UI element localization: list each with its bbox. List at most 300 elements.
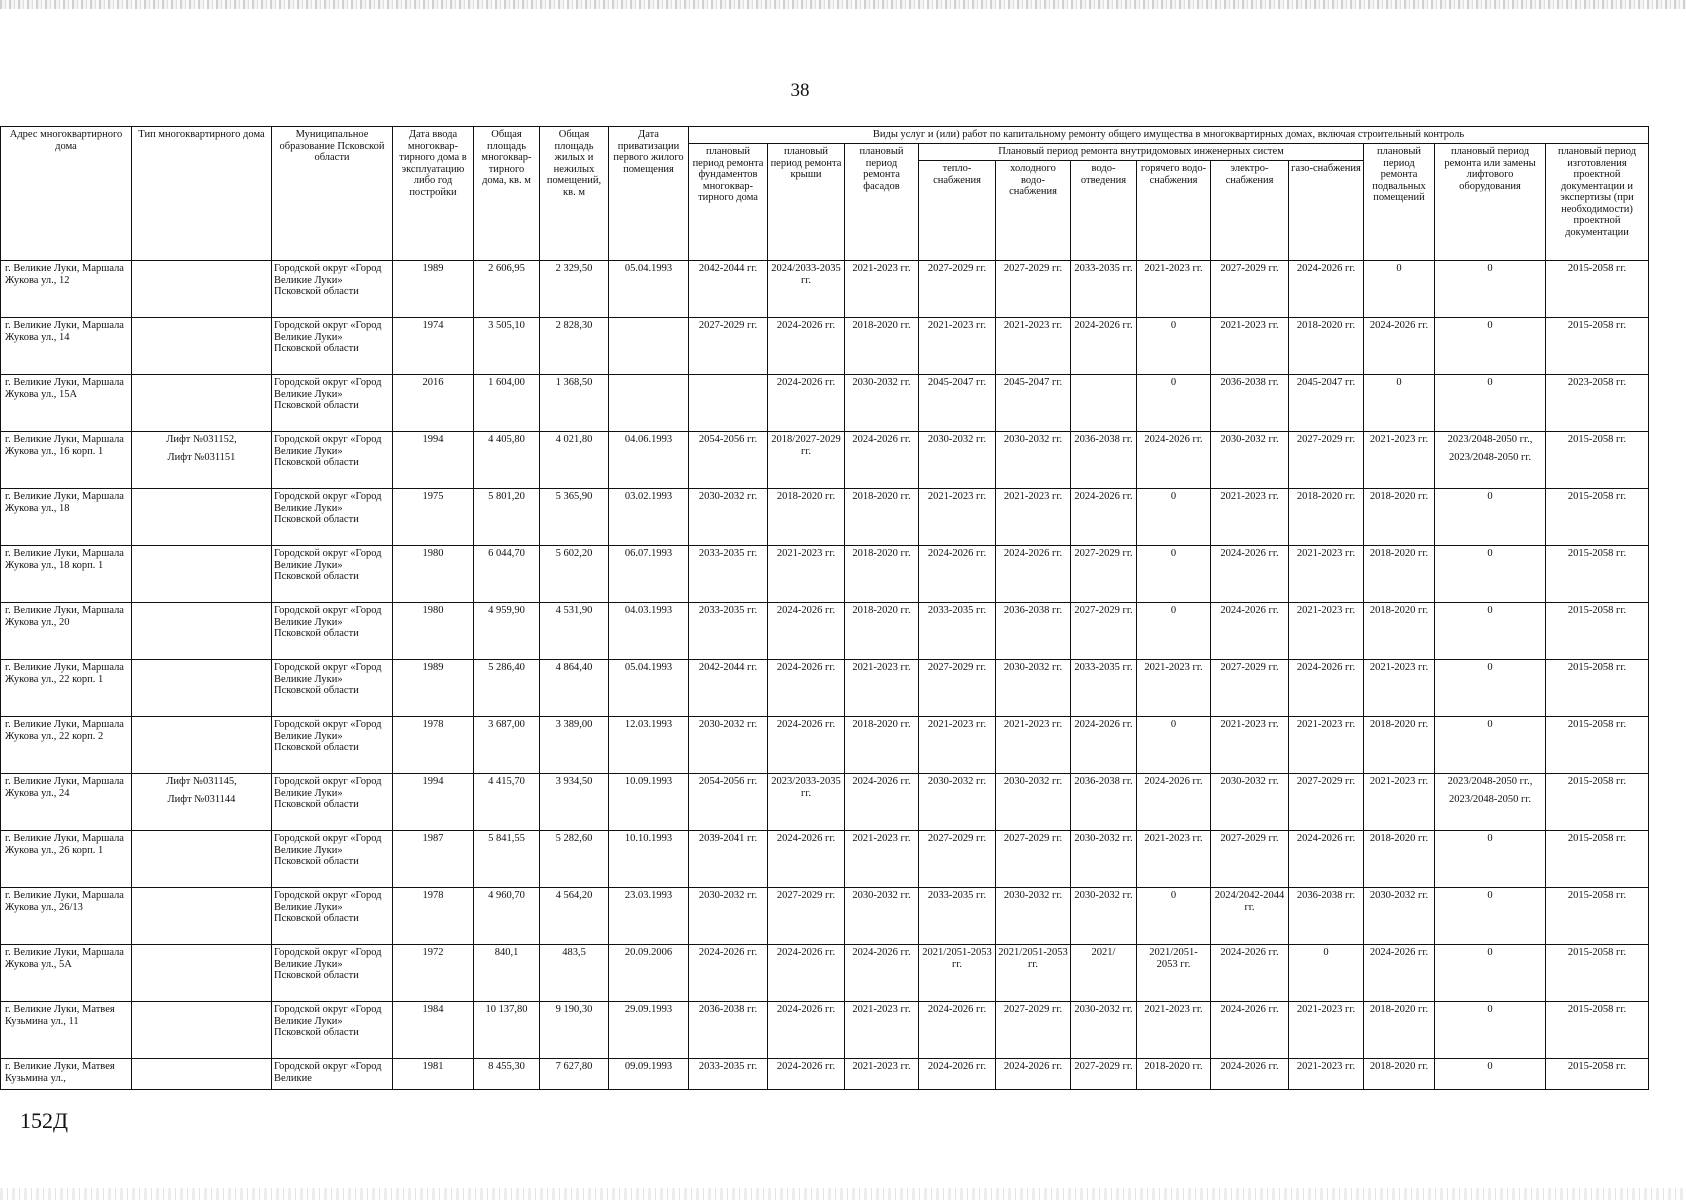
cell-basement: 2018-2020 гг.: [1364, 1059, 1435, 1090]
cell-basement: 2018-2020 гг.: [1364, 603, 1435, 660]
cell-hot-water: 2024-2026 гг.: [1137, 774, 1211, 831]
cell-lift-line: 0: [1487, 605, 1493, 616]
cell-hot-water: 0: [1137, 375, 1211, 432]
cell-address: г. Великие Луки, Матвея Кузьмина ул.,: [1, 1059, 132, 1090]
cell-lift: [1435, 261, 1546, 318]
cell-lift-line: 0: [1487, 1061, 1493, 1072]
cell-sewer: 2024-2026 гг.: [1071, 318, 1137, 375]
cell-lift-line: 0: [1487, 890, 1493, 901]
cell-heat: 2021-2023 гг.: [919, 318, 996, 375]
cell-privatization: 04.03.1993: [609, 603, 689, 660]
table-row: [1, 831, 1649, 888]
cell-living-area: 4 531,90: [540, 603, 609, 660]
cell-cold-water: 2030-2032 гг.: [996, 774, 1071, 831]
cell-year: 1994: [393, 774, 474, 831]
cell-municipality: Городской округ «Город Великие Луки» Псковской области: [272, 831, 393, 888]
cell-design: 2015-2058 гг.: [1546, 432, 1649, 489]
cell-living-area: 483,5: [540, 945, 609, 1002]
cell-type: [132, 945, 272, 1002]
cell-facade: 2021-2023 гг.: [845, 1002, 919, 1059]
cell-foundation: 2054-2056 гг.: [689, 432, 768, 489]
cell-lift: [1435, 945, 1546, 1002]
cell-electricity: 2024/2042-2044 гг.: [1211, 888, 1289, 945]
cell-basement: 2021-2023 гг.: [1364, 660, 1435, 717]
cell-address: г. Великие Луки, Маршала Жукова ул., 15А: [1, 375, 132, 432]
cell-lift-line: 2023/2048-2050 гг.,: [1447, 434, 1533, 445]
header-privatization: Дата приватизации первого жилого помещения: [609, 127, 689, 261]
cell-basement: 2021-2023 гг.: [1364, 432, 1435, 489]
cell-facade: 2024-2026 гг.: [845, 774, 919, 831]
cell-foundation: 2033-2035 гг.: [689, 603, 768, 660]
cell-design: 2015-2058 гг.: [1546, 1059, 1649, 1090]
cell-facade: 2021-2023 гг.: [845, 660, 919, 717]
cell-electricity: 2027-2029 гг.: [1211, 261, 1289, 318]
cell-lift-line: 0: [1487, 1004, 1493, 1015]
cell-gas: 2024-2026 гг.: [1289, 660, 1364, 717]
cell-living-area: 9 190,30: [540, 1002, 609, 1059]
cell-living-area: 5 365,90: [540, 489, 609, 546]
cell-roof: 2024-2026 гг.: [768, 318, 845, 375]
cell-foundation: 2024-2026 гг.: [689, 945, 768, 1002]
cell-total-area: 4 415,70: [474, 774, 540, 831]
cell-gas: 2021-2023 гг.: [1289, 717, 1364, 774]
cell-municipality: Городской округ «Город Великие Луки» Псковской области: [272, 717, 393, 774]
cell-foundation: 2036-2038 гг.: [689, 1002, 768, 1059]
cell-lift-line: 0: [1487, 833, 1493, 844]
cell-lift-line: 0: [1487, 491, 1493, 502]
cell-sewer: 2024-2026 гг.: [1071, 717, 1137, 774]
cell-basement: 0: [1364, 375, 1435, 432]
cell-lift: [1435, 1002, 1546, 1059]
cell-total-area: 4 959,90: [474, 603, 540, 660]
cell-type: [132, 831, 272, 888]
header-municipality: Муниципальное образование Псковской области: [272, 127, 393, 261]
cell-electricity: 2021-2023 гг.: [1211, 489, 1289, 546]
cell-type: [132, 318, 272, 375]
header-roof: плановый период ремонта крыши: [768, 144, 845, 261]
cell-type-line: Лифт №031145,: [166, 776, 237, 787]
cell-lift-line: 0: [1487, 263, 1493, 274]
cell-total-area: 10 137,80: [474, 1002, 540, 1059]
table-row: [1, 261, 1649, 318]
cell-address: г. Великие Луки, Маршала Жукова ул., 18 корп. 1: [1, 546, 132, 603]
cell-living-area: 4 564,20: [540, 888, 609, 945]
header-lift: плановый период ремонта или замены лифтового оборудования: [1435, 144, 1546, 261]
cell-total-area: 1 604,00: [474, 375, 540, 432]
cell-year: 1980: [393, 546, 474, 603]
cell-living-area: 1 368,50: [540, 375, 609, 432]
cell-total-area: 2 606,95: [474, 261, 540, 318]
table-header: [1, 127, 1649, 261]
cell-gas: 2027-2029 гг.: [1289, 432, 1364, 489]
table-row: [1, 1059, 1649, 1090]
cell-municipality: Городской округ «Город Великие Луки» Псковской области: [272, 261, 393, 318]
cell-privatization: 06.07.1993: [609, 546, 689, 603]
cell-electricity: 2030-2032 гг.: [1211, 774, 1289, 831]
cell-cold-water: 2030-2032 гг.: [996, 888, 1071, 945]
cell-gas: 2018-2020 гг.: [1289, 318, 1364, 375]
cell-hot-water: 0: [1137, 888, 1211, 945]
cell-gas: 2021-2023 гг.: [1289, 603, 1364, 660]
cell-lift: [1435, 318, 1546, 375]
cell-municipality: Городской округ «Город Великие Луки» Псковской области: [272, 375, 393, 432]
cell-type: [132, 546, 272, 603]
cell-year: 1980: [393, 603, 474, 660]
table-row: [1, 1002, 1649, 1059]
cell-type: [132, 261, 272, 318]
cell-lift: [1435, 432, 1546, 489]
cell-lift-line: 2023/2048-2050 гг.,: [1447, 776, 1533, 787]
cell-cold-water: 2027-2029 гг.: [996, 1002, 1071, 1059]
cell-type: [132, 603, 272, 660]
header-hot-water: горячего водо-снабжения: [1137, 161, 1211, 261]
cell-living-area: 2 329,50: [540, 261, 609, 318]
cell-roof: 2018-2020 гг.: [768, 489, 845, 546]
cell-type: [132, 888, 272, 945]
cell-total-area: 5 841,55: [474, 831, 540, 888]
cell-roof: 2024-2026 гг.: [768, 660, 845, 717]
cell-municipality: Городской округ «Город Великие Луки» Псковской области: [272, 489, 393, 546]
cell-foundation: 2030-2032 гг.: [689, 717, 768, 774]
cell-total-area: 5 801,20: [474, 489, 540, 546]
cell-facade: 2018-2020 гг.: [845, 489, 919, 546]
cell-roof: 2024-2026 гг.: [768, 375, 845, 432]
cell-heat: 2021-2023 гг.: [919, 717, 996, 774]
cell-lift: [1435, 546, 1546, 603]
cell-municipality: Городской округ «Город Великие Луки» Псковской области: [272, 888, 393, 945]
header-gas: газо-снабжения: [1289, 161, 1364, 261]
cell-foundation: 2042-2044 гг.: [689, 660, 768, 717]
cell-sewer: 2033-2035 гг.: [1071, 261, 1137, 318]
cell-cold-water: 2045-2047 гг.: [996, 375, 1071, 432]
cell-heat: 2024-2026 гг.: [919, 1002, 996, 1059]
cell-cold-water: 2021-2023 гг.: [996, 489, 1071, 546]
cell-facade: 2018-2020 гг.: [845, 717, 919, 774]
header-engineering-group: Плановый период ремонта внутридомовых инженерных систем: [919, 144, 1364, 161]
cell-municipality: Городской округ «Город Великие Луки» Псковской области: [272, 1002, 393, 1059]
cell-hot-water: 2021-2023 гг.: [1137, 261, 1211, 318]
cell-municipality: Городской округ «Город Великие: [272, 1059, 393, 1090]
header-electricity: электро-снабжения: [1211, 161, 1289, 261]
cell-lift-line: 0: [1487, 947, 1493, 958]
cell-address: г. Великие Луки, Маршала Жукова ул., 24: [1, 774, 132, 831]
cell-living-area: 5 282,60: [540, 831, 609, 888]
table-row: [1, 717, 1649, 774]
cell-lift: [1435, 888, 1546, 945]
cell-year: 1984: [393, 1002, 474, 1059]
cell-address: г. Великие Луки, Маршала Жукова ул., 5А: [1, 945, 132, 1002]
cell-electricity: 2021-2023 гг.: [1211, 318, 1289, 375]
cell-electricity: 2036-2038 гг.: [1211, 375, 1289, 432]
cell-hot-water: 2021/2051-2053 гг.: [1137, 945, 1211, 1002]
cell-municipality: Городской округ «Город Великие Луки» Псковской области: [272, 774, 393, 831]
cell-basement: 2024-2026 гг.: [1364, 945, 1435, 1002]
cell-sewer: 2033-2035 гг.: [1071, 660, 1137, 717]
cell-address: г. Великие Луки, Маршала Жукова ул., 12: [1, 261, 132, 318]
cell-lift: [1435, 603, 1546, 660]
cell-total-area: 4 960,70: [474, 888, 540, 945]
cell-sewer: 2021/: [1071, 945, 1137, 1002]
cell-lift-line: 0: [1487, 719, 1493, 730]
cell-roof: 2024/2033-2035 гг.: [768, 261, 845, 318]
cell-cold-water: 2027-2029 гг.: [996, 261, 1071, 318]
header-design: плановый период изготовления проектной документации и экспертизы (при необходимости) проектной документации: [1546, 144, 1649, 261]
cell-heat: 2033-2035 гг.: [919, 603, 996, 660]
header-works-group: Виды услуг и (или) работ по капитальному ремонту общего имущества в многоквартирных домах, включая строительный контроль: [689, 127, 1649, 144]
cell-address: г. Великие Луки, Маршала Жукова ул., 26 корп. 1: [1, 831, 132, 888]
cell-municipality: Городской округ «Город Великие Луки» Псковской области: [272, 432, 393, 489]
cell-foundation: [689, 375, 768, 432]
cell-roof: 2023/2033-2035 гг.: [768, 774, 845, 831]
cell-hot-water: 0: [1137, 603, 1211, 660]
cell-privatization: 12.03.1993: [609, 717, 689, 774]
cell-type-line: Лифт №031151: [167, 451, 236, 463]
cell-design: 2015-2058 гг.: [1546, 945, 1649, 1002]
cell-gas: 0: [1289, 945, 1364, 1002]
cell-year: 1989: [393, 261, 474, 318]
cell-privatization: 05.04.1993: [609, 261, 689, 318]
cell-sewer: 2030-2032 гг.: [1071, 888, 1137, 945]
cell-living-area: 5 602,20: [540, 546, 609, 603]
cell-cold-water: 2021-2023 гг.: [996, 318, 1071, 375]
cell-year: 1987: [393, 831, 474, 888]
cell-basement: 2018-2020 гг.: [1364, 1002, 1435, 1059]
cell-foundation: 2054-2056 гг.: [689, 774, 768, 831]
cell-address: г. Великие Луки, Маршала Жукова ул., 22 корп. 2: [1, 717, 132, 774]
cell-hot-water: 2021-2023 гг.: [1137, 831, 1211, 888]
header-heat: тепло-снабжения: [919, 161, 996, 261]
cell-privatization: 20.09.2006: [609, 945, 689, 1002]
cell-lift: [1435, 774, 1546, 831]
cell-total-area: 5 286,40: [474, 660, 540, 717]
cell-basement: 2018-2020 гг.: [1364, 717, 1435, 774]
cell-cold-water: 2030-2032 гг.: [996, 432, 1071, 489]
footer-code: 152Д: [20, 1108, 69, 1133]
cell-address: г. Великие Луки, Маршала Жукова ул., 14: [1, 318, 132, 375]
cell-roof: 2024-2026 гг.: [768, 945, 845, 1002]
cell-electricity: 2024-2026 гг.: [1211, 1002, 1289, 1059]
cell-electricity: 2024-2026 гг.: [1211, 546, 1289, 603]
cell-facade: 2030-2032 гг.: [845, 375, 919, 432]
cell-living-area: 3 389,00: [540, 717, 609, 774]
cell-privatization: 04.06.1993: [609, 432, 689, 489]
cell-basement: 2030-2032 гг.: [1364, 888, 1435, 945]
cell-living-area: 7 627,80: [540, 1059, 609, 1090]
cell-roof: 2018/2027-2029 гг.: [768, 432, 845, 489]
cell-facade: 2021-2023 гг.: [845, 1059, 919, 1090]
cell-municipality: Городской округ «Город Великие Луки» Псковской области: [272, 945, 393, 1002]
cell-total-area: 3 687,00: [474, 717, 540, 774]
cell-type: [132, 489, 272, 546]
cell-heat: 2024-2026 гг.: [919, 1059, 996, 1090]
cell-heat: 2030-2032 гг.: [919, 774, 996, 831]
table-row: [1, 318, 1649, 375]
cell-lift: [1435, 489, 1546, 546]
cell-cold-water: 2027-2029 гг.: [996, 831, 1071, 888]
cell-total-area: 6 044,70: [474, 546, 540, 603]
cell-foundation: 2033-2035 гг.: [689, 1059, 768, 1090]
cell-design: 2015-2058 гг.: [1546, 489, 1649, 546]
table-row: [1, 888, 1649, 945]
scan-edge-bottom: [0, 1188, 1686, 1200]
cell-cold-water: 2036-2038 гг.: [996, 603, 1071, 660]
cell-privatization: 09.09.1993: [609, 1059, 689, 1090]
cell-privatization: 23.03.1993: [609, 888, 689, 945]
cell-hot-water: 2021-2023 гг.: [1137, 1002, 1211, 1059]
cell-total-area: 3 505,10: [474, 318, 540, 375]
cell-cold-water: 2021-2023 гг.: [996, 717, 1071, 774]
cell-facade: 2024-2026 гг.: [845, 945, 919, 1002]
cell-type: [132, 1059, 272, 1090]
cell-sewer: 2030-2032 гг.: [1071, 1002, 1137, 1059]
cell-heat: 2021-2023 гг.: [919, 489, 996, 546]
cell-type-line: Лифт №031144: [167, 793, 236, 805]
cell-gas: 2024-2026 гг.: [1289, 261, 1364, 318]
cell-sewer: 2027-2029 гг.: [1071, 546, 1137, 603]
cell-address: г. Великие Луки, Маршала Жукова ул., 20: [1, 603, 132, 660]
cell-hot-water: 2018-2020 гг.: [1137, 1059, 1211, 1090]
header-type: Тип многоквартирного дома: [132, 127, 272, 261]
cell-facade: 2030-2032 гг.: [845, 888, 919, 945]
cell-foundation: 2027-2029 гг.: [689, 318, 768, 375]
cell-design: 2015-2058 гг.: [1546, 261, 1649, 318]
cell-lift: [1435, 831, 1546, 888]
cell-sewer: 2027-2029 гг.: [1071, 1059, 1137, 1090]
cell-gas: 2045-2047 гг.: [1289, 375, 1364, 432]
cell-heat: 2030-2032 гг.: [919, 432, 996, 489]
table-row: [1, 375, 1649, 432]
cell-address: г. Великие Луки, Матвея Кузьмина ул., 11: [1, 1002, 132, 1059]
cell-electricity: 2024-2026 гг.: [1211, 603, 1289, 660]
cell-facade: 2018-2020 гг.: [845, 546, 919, 603]
cell-cold-water: 2030-2032 гг.: [996, 660, 1071, 717]
cell-total-area: 8 455,30: [474, 1059, 540, 1090]
table-row: [1, 432, 1649, 489]
cell-lift: [1435, 660, 1546, 717]
cell-facade: 2024-2026 гг.: [845, 432, 919, 489]
cell-design: 2015-2058 гг.: [1546, 774, 1649, 831]
cell-privatization: 10.09.1993: [609, 774, 689, 831]
cell-design: 2015-2058 гг.: [1546, 1002, 1649, 1059]
cell-heat: 2027-2029 гг.: [919, 831, 996, 888]
table-row: [1, 489, 1649, 546]
header-total-area: Общая площадь многоквар-тирного дома, кв. м: [474, 127, 540, 261]
cell-gas: 2021-2023 гг.: [1289, 1059, 1364, 1090]
header-foundation: плановый период ремонта фундаментов многоквар-тирного дома: [689, 144, 768, 261]
cell-privatization: 29.09.1993: [609, 1002, 689, 1059]
cell-hot-water: 2024-2026 гг.: [1137, 432, 1211, 489]
cell-year: 1972: [393, 945, 474, 1002]
cell-municipality: Городской округ «Город Великие Луки» Псковской области: [272, 318, 393, 375]
cell-gas: 2021-2023 гг.: [1289, 1002, 1364, 1059]
cell-address: г. Великие Луки, Маршала Жукова ул., 26/13: [1, 888, 132, 945]
cell-heat: 2033-2035 гг.: [919, 888, 996, 945]
cell-design: 2015-2058 гг.: [1546, 603, 1649, 660]
cell-roof: 2024-2026 гг.: [768, 1059, 845, 1090]
cell-year: 1975: [393, 489, 474, 546]
cell-hot-water: 0: [1137, 546, 1211, 603]
cell-lift-line: 0: [1487, 548, 1493, 559]
cell-heat: 2027-2029 гг.: [919, 660, 996, 717]
cell-living-area: 3 934,50: [540, 774, 609, 831]
cell-address: г. Великие Луки, Маршала Жукова ул., 16 корп. 1: [1, 432, 132, 489]
cell-year: 2016: [393, 375, 474, 432]
cell-electricity: 2024-2026 гг.: [1211, 1059, 1289, 1090]
header-year: Дата ввода многоквар-тирного дома в эксплуатацию либо год постройки: [393, 127, 474, 261]
page-number: 38: [790, 80, 810, 101]
cell-design: 2015-2058 гг.: [1546, 888, 1649, 945]
cell-basement: 2024-2026 гг.: [1364, 318, 1435, 375]
cell-facade: 2021-2023 гг.: [845, 261, 919, 318]
header-address: Адрес многоквартирного дома: [1, 127, 132, 261]
header-facade: плановый период ремонта фасадов: [845, 144, 919, 261]
cell-total-area: 840,1: [474, 945, 540, 1002]
cell-electricity: 2030-2032 гг.: [1211, 432, 1289, 489]
cell-basement: 2021-2023 гг.: [1364, 774, 1435, 831]
cell-year: 1989: [393, 660, 474, 717]
cell-type: [132, 1002, 272, 1059]
cell-type-line: Лифт №031152,: [166, 434, 237, 445]
cell-basement: 0: [1364, 261, 1435, 318]
cell-privatization: 05.04.1993: [609, 660, 689, 717]
cell-sewer: 2030-2032 гг.: [1071, 831, 1137, 888]
cell-design: 2015-2058 гг.: [1546, 717, 1649, 774]
cell-electricity: 2024-2026 гг.: [1211, 945, 1289, 1002]
cell-design: 2015-2058 гг.: [1546, 546, 1649, 603]
cell-year: 1994: [393, 432, 474, 489]
cell-lift: [1435, 1059, 1546, 1090]
cell-living-area: 4 864,40: [540, 660, 609, 717]
cell-type: [132, 375, 272, 432]
cell-cold-water: 2021/2051-2053 гг.: [996, 945, 1071, 1002]
cell-lift-line: 0: [1487, 320, 1493, 331]
cell-year: 1978: [393, 888, 474, 945]
cell-heat: 2024-2026 гг.: [919, 546, 996, 603]
cell-sewer: 2027-2029 гг.: [1071, 603, 1137, 660]
cell-roof: 2024-2026 гг.: [768, 1002, 845, 1059]
cell-electricity: 2027-2029 гг.: [1211, 831, 1289, 888]
cell-facade: 2021-2023 гг.: [845, 831, 919, 888]
cell-gas: 2021-2023 гг.: [1289, 546, 1364, 603]
cell-heat: 2045-2047 гг.: [919, 375, 996, 432]
cell-heat: 2027-2029 гг.: [919, 261, 996, 318]
cell-design: 2015-2058 гг.: [1546, 660, 1649, 717]
cell-design: 2023-2058 гг.: [1546, 375, 1649, 432]
header-sewer: водо-отведения: [1071, 161, 1137, 261]
cell-lift-line: 0: [1487, 662, 1493, 673]
cell-lift: [1435, 717, 1546, 774]
cell-basement: 2018-2020 гг.: [1364, 489, 1435, 546]
scan-edge-top: [0, 0, 1686, 9]
cell-type: [132, 432, 272, 489]
cell-foundation: 2039-2041 гг.: [689, 831, 768, 888]
cell-type: [132, 717, 272, 774]
cell-foundation: 2030-2032 гг.: [689, 489, 768, 546]
cell-sewer: [1071, 375, 1137, 432]
cell-hot-water: 0: [1137, 717, 1211, 774]
cell-type: [132, 660, 272, 717]
cell-municipality: Городской округ «Город Великие Луки» Псковской области: [272, 603, 393, 660]
cell-hot-water: 0: [1137, 489, 1211, 546]
cell-facade: 2018-2020 гг.: [845, 318, 919, 375]
cell-total-area: 4 405,80: [474, 432, 540, 489]
cell-gas: 2036-2038 гг.: [1289, 888, 1364, 945]
cell-hot-water: 2021-2023 гг.: [1137, 660, 1211, 717]
cell-lift-line: 2023/2048-2050 гг.: [1448, 451, 1532, 463]
cell-sewer: 2036-2038 гг.: [1071, 774, 1137, 831]
cell-roof: 2021-2023 гг.: [768, 546, 845, 603]
table-row: [1, 945, 1649, 1002]
